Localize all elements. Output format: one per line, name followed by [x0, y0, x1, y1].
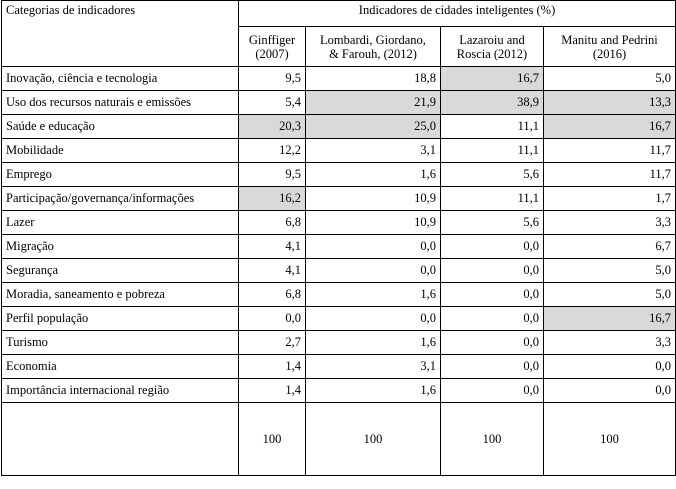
category-cell: Segurança — [2, 259, 239, 283]
source-year: & Farouh, (2012) — [329, 46, 417, 61]
totals-label-cell — [2, 403, 239, 476]
table-row — [2, 67, 676, 91]
value-cell: 11,1 — [441, 139, 544, 163]
value-cell: 38,9 — [441, 91, 544, 115]
category-cell: Perfil população — [2, 307, 239, 331]
table-row — [2, 211, 676, 235]
value-cell: 0,0 — [306, 307, 441, 331]
totals-row — [2, 403, 676, 476]
table-row — [2, 115, 676, 139]
value-cell: 1,6 — [306, 163, 441, 187]
category-cell: Mobilidade — [2, 139, 239, 163]
value-cell: 13,3 — [544, 91, 676, 115]
table-row — [2, 235, 676, 259]
table-row — [2, 283, 676, 307]
value-cell: 11,1 — [441, 187, 544, 211]
value-cell: 6,7 — [544, 235, 676, 259]
value-cell: 11,1 — [441, 115, 544, 139]
value-cell: 9,5 — [239, 163, 306, 187]
total-cell: 100 — [306, 403, 441, 476]
value-cell: 3,3 — [544, 331, 676, 355]
value-cell: 0,0 — [544, 355, 676, 379]
source-header-manitu — [544, 27, 676, 67]
category-cell: Inovação, ciência e tecnologia — [2, 67, 239, 91]
value-cell: 1,6 — [306, 283, 441, 307]
table-row — [2, 187, 676, 211]
table-row — [2, 163, 676, 187]
table-body — [2, 67, 676, 403]
value-cell: 0,0 — [441, 331, 544, 355]
value-cell: 1,7 — [544, 187, 676, 211]
category-cell: Emprego — [2, 163, 239, 187]
source-header-lombardi — [306, 27, 441, 67]
total-cell: 100 — [441, 403, 544, 476]
value-cell: 0,0 — [441, 259, 544, 283]
value-cell: 5,4 — [239, 91, 306, 115]
value-cell: 0,0 — [306, 235, 441, 259]
value-cell: 4,1 — [239, 259, 306, 283]
category-cell: Uso dos recursos naturais e emissões — [2, 91, 239, 115]
value-cell: 0,0 — [544, 379, 676, 403]
value-cell: 10,9 — [306, 211, 441, 235]
category-cell: Turismo — [2, 331, 239, 355]
category-cell: Economia — [2, 355, 239, 379]
value-cell: 0,0 — [441, 307, 544, 331]
category-cell: Migração — [2, 235, 239, 259]
category-column-header: Categorias de indicadores — [2, 1, 239, 67]
total-cell: 100 — [544, 403, 676, 476]
value-cell: 0,0 — [441, 355, 544, 379]
value-cell: 5,0 — [544, 67, 676, 91]
value-cell: 6,8 — [239, 211, 306, 235]
value-cell: 12,2 — [239, 139, 306, 163]
table-row — [2, 139, 676, 163]
category-cell: Moradia, saneamento e pobreza — [2, 283, 239, 307]
value-cell: 3,1 — [306, 139, 441, 163]
value-cell: 3,3 — [544, 211, 676, 235]
source-name: Lazaroiu and — [459, 32, 525, 47]
source-year: (2007) — [255, 46, 289, 61]
value-cell: 16,7 — [544, 307, 676, 331]
value-cell: 0,0 — [441, 283, 544, 307]
value-cell: 11,7 — [544, 163, 676, 187]
source-name: Lombardi, Giordano, — [320, 32, 426, 47]
category-cell: Importância internacional região — [2, 379, 239, 403]
value-cell: 16,7 — [441, 67, 544, 91]
table-row — [2, 307, 676, 331]
value-cell: 21,9 — [306, 91, 441, 115]
category-cell: Saúde e educação — [2, 115, 239, 139]
source-header-lazaroiu — [441, 27, 544, 67]
value-cell: 16,2 — [239, 187, 306, 211]
value-cell: 0,0 — [441, 235, 544, 259]
table-row — [2, 355, 676, 379]
table-row — [2, 91, 676, 115]
value-cell: 1,6 — [306, 379, 441, 403]
table-row — [2, 259, 676, 283]
value-cell: 5,6 — [441, 163, 544, 187]
source-year: (2016) — [592, 46, 627, 61]
value-cell: 25,0 — [306, 115, 441, 139]
value-cell: 11,7 — [544, 139, 676, 163]
table-row — [2, 331, 676, 355]
source-name: Manitu and Pedrini — [561, 32, 658, 47]
category-cell: Lazer — [2, 211, 239, 235]
value-cell: 0,0 — [239, 307, 306, 331]
category-cell: Participação/governança/informações — [2, 187, 239, 211]
total-cell: 100 — [239, 403, 306, 476]
value-cell: 10,9 — [306, 187, 441, 211]
value-cell: 5,6 — [441, 211, 544, 235]
value-cell: 16,7 — [544, 115, 676, 139]
value-cell: 4,1 — [239, 235, 306, 259]
value-cell: 9,5 — [239, 67, 306, 91]
value-cell: 1,6 — [306, 331, 441, 355]
value-cell: 2,7 — [239, 331, 306, 355]
source-header-ginffiger — [239, 27, 306, 67]
smart-city-indicators-table — [1, 0, 676, 476]
value-cell: 20,3 — [239, 115, 306, 139]
value-cell: 6,8 — [239, 283, 306, 307]
value-cell: 0,0 — [441, 379, 544, 403]
value-cell: 1,4 — [239, 379, 306, 403]
source-name: Ginffiger — [248, 32, 296, 47]
value-cell: 3,1 — [306, 355, 441, 379]
value-cell: 18,8 — [306, 67, 441, 91]
value-cell: 0,0 — [306, 259, 441, 283]
table-row — [2, 379, 676, 403]
source-year: Roscia (2012) — [456, 46, 528, 61]
value-cell: 1,4 — [239, 355, 306, 379]
value-cell: 5,0 — [544, 259, 676, 283]
value-cell: 5,0 — [544, 283, 676, 307]
indicators-group-header: Indicadores de cidades inteligentes (%) — [239, 1, 676, 27]
